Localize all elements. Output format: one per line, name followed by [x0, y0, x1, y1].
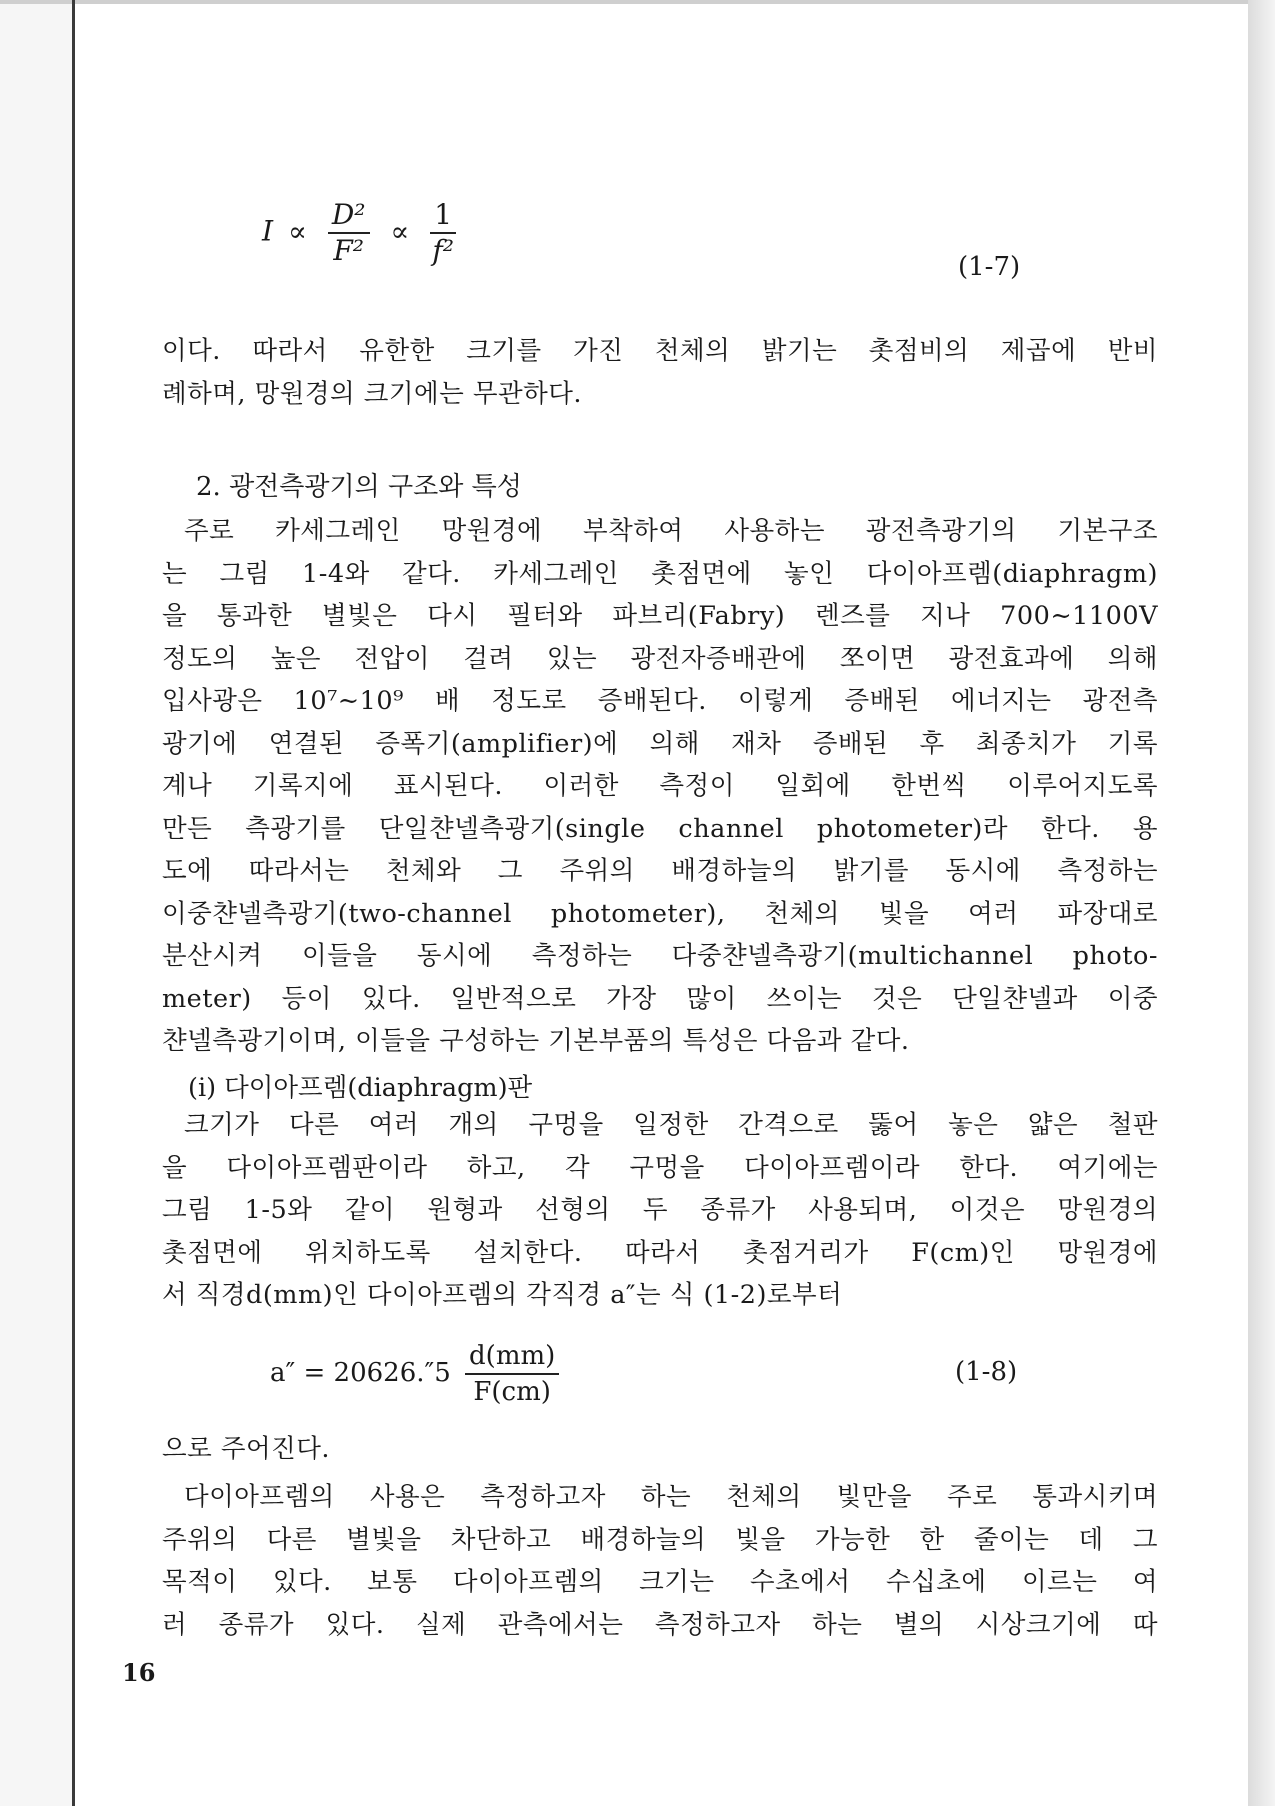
text-line: 도에 따라서는 천체와 그 주위의 배경하늘의 밝기를 동시에 측정하는: [162, 856, 1158, 886]
text-line: 주로 카세그레인 망원경에 부착하여 사용하는 광전측광기의 기본구조: [184, 516, 1158, 546]
text-line: 서 직경d(mm)인 다이아프렘의 각직경 a″는 식 (1-2)로부터: [162, 1280, 843, 1310]
text-line: 챤넬측광기이며, 이들을 구성하는 기본부품의 특성은 다음과 같다.: [162, 1026, 910, 1056]
text-line: 광기에 연결된 증폭기(amplifier)에 의해 재차 증배된 후 최종치가 기록: [162, 728, 1158, 759]
text-line: 촛점면에 위치하도록 설치한다. 따라서 촛점거리가 F(cm)인 망원경에: [162, 1237, 1158, 1268]
paragraph-1: [162, 330, 1158, 415]
text-line: 이중챤넬측광기(two-channel photometer), 천체의 빛을 여러 파장대로: [162, 898, 1158, 929]
eq1-frac1-denominator: F²: [333, 234, 364, 267]
equation-1-8: [270, 1341, 565, 1407]
subsection-heading: (i) 다이아프렘(diaphragm)판: [188, 1073, 533, 1103]
eq1-frac2-numerator: 1: [430, 200, 456, 234]
eq1-frac2-denominator: f²: [432, 234, 454, 267]
text-line: 다이아프렘의 사용은 측정하고자 하는 천체의 빛만을 주로 통과시키며: [184, 1482, 1158, 1512]
eq1-lhs: I: [262, 214, 274, 248]
page-edge-right: [1248, 0, 1275, 1806]
page-shadow-left: [0, 0, 72, 1806]
eq2-numerator: d(mm): [465, 1341, 559, 1375]
text-line: 주위의 다른 별빛을 차단하고 배경하늘의 빛을 가능한 한 줄이는 데 그: [162, 1524, 1158, 1555]
page-number: 16: [122, 1658, 156, 1687]
eq1-prop-2: ∝: [390, 214, 410, 248]
eq1-prop-1: ∝: [287, 214, 307, 248]
eq1-frac1-numerator: D²: [328, 200, 370, 234]
section-heading: 2. 광전측광기의 구조와 특성: [196, 472, 522, 502]
text-line: 그림 1-5와 같이 원형과 선형의 두 종류가 사용되며, 이것은 망원경의: [162, 1195, 1158, 1225]
eq2-lhs: a″ = 20626.″5: [270, 1358, 451, 1388]
text-line: 례하며, 망원경의 크기에는 무관하다.: [162, 378, 583, 409]
text-line: 입사광은 10⁷∼10⁹ 배 정도로 증배된다. 이렇게 증배된 에너지는 광전측: [162, 686, 1158, 716]
text-line: meter) 등이 있다. 일반적으로 가장 많이 쓰이는 것은 단일챤넬과 이중: [162, 983, 1158, 1014]
eq2-denominator: F(cm): [473, 1377, 551, 1407]
text-line: 크기가 다른 여러 개의 구멍을 일정한 간격으로 뚫어 놓은 얇은 철판: [184, 1110, 1158, 1140]
text-line: 을 통과한 별빛은 다시 필터와 파브리(Fabry) 렌즈를 지나 700∼1100V: [162, 601, 1158, 631]
text-line: 만든 측광기를 단일챤넬측광기(single channel photometer)라 한다. 용: [162, 813, 1158, 844]
text-line: 러 종류가 있다. 실제 관측에서는 측정하고자 하는 별의 시상크기에 따: [162, 1609, 1158, 1640]
text-line: 으로 주어진다.: [162, 1434, 331, 1464]
eq2-fraction: [465, 1341, 559, 1407]
eq1-fraction-2: [430, 200, 456, 266]
paragraph-2: [162, 510, 1158, 1063]
text-line: 이다. 따라서 유한한 크기를 가진 천체의 밝기는 촛점비의 제곱에 반비: [162, 336, 1158, 366]
paragraph-4: [162, 1428, 1158, 1471]
eq1-fraction-1: [328, 200, 370, 266]
text-line: 는 그림 1-4와 같다. 카세그레인 촛점면에 놓인 다이아프렘(diaphragm): [162, 558, 1158, 589]
document-page: [75, 4, 1248, 1806]
equation-number-1-8: (1-8): [955, 1357, 1018, 1387]
text-line: 정도의 높은 전압이 걸려 있는 광전자증배관에 쪼이면 광전효과에 의해: [162, 643, 1158, 674]
text-line: 을 다이아프렘판이라 하고, 각 구멍을 다이아프렘이라 한다. 여기에는: [162, 1152, 1158, 1183]
equation-1-7: [262, 200, 462, 266]
text-line: 분산시켜 이들을 동시에 측정하는 다중챤넬측광기(multichannel photo-: [162, 941, 1158, 971]
paragraph-5: [162, 1476, 1158, 1646]
text-line: 계나 기록지에 표시된다. 이러한 측정이 일회에 한번씩 이루어지도록: [162, 771, 1158, 801]
paragraph-3: [162, 1104, 1158, 1317]
text-line: 목적이 있다. 보통 다이아프렘의 크기는 수초에서 수십초에 이르는 여: [162, 1567, 1158, 1597]
equation-number-1-7: (1-7): [958, 252, 1021, 282]
